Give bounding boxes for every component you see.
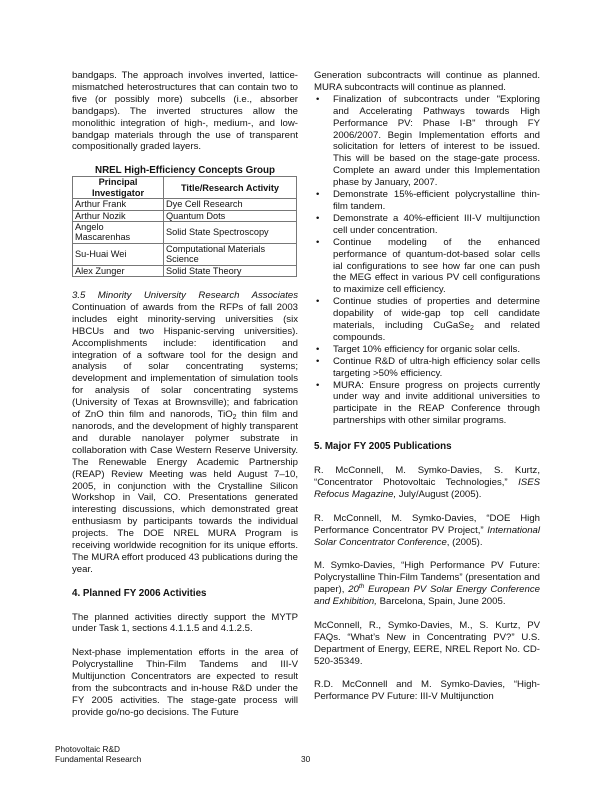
list-item [314, 189, 540, 213]
section-4-heading: 4. Planned FY 2006 Activities [72, 587, 207, 599]
list-item-text: MURA: Ensure progress on projects currently under way and invite additional universities to participate in the REAP Conference through partnerships with other similar programs. [333, 379, 540, 427]
list-item [314, 296, 540, 344]
list-item [314, 356, 540, 380]
bullet-icon: • [316, 236, 320, 248]
table-header-row [73, 177, 297, 199]
investigator-cell: Arthur Frank [73, 199, 164, 210]
pub-tail: Barcelona, Spain, June 2005. [376, 596, 506, 608]
list-item-text: Demonstrate a 40%-efficient III-V multijunction cell under concentration. [333, 212, 540, 236]
list-item-text: Continue R&D of ultra-high efficiency solar cells targeting >50% efficiency. [333, 355, 540, 379]
list-item-text: Demonstrate 15%-efficient polycrystalline thin-film tandem. [333, 189, 540, 212]
investigator-cell: Angelo Mascarenhas [73, 221, 164, 243]
section-3-5-body-cont: thin film and nanorods, and the development of highly transparent and durable nanolayer polymer substrate in collaboration with Case Western Reserve University. The Renewable Energy Academic Partnership (REAP) Review Meeting was held August 7–10, 2005, in conjunction with the Crystalline Silicon Workshop in Vail, CO. Presentations generated interesting discussions, which demonstrated great enthusiasm by participants towards the individual projects. The DOE NREL MURA Program is receiving worldwide recognition for its unique efforts. The MURA effort produced 43 publications during the year. [72, 409, 298, 575]
bullet-icon: • [316, 343, 320, 355]
list-item-text: Continue studies of properties and determine dopability of wide-gap top cell candidate materials, including CuGaSe [333, 296, 540, 332]
investigator-cell: Arthur Nozik [73, 210, 164, 221]
table-row [73, 221, 297, 243]
right-column [314, 70, 540, 703]
pub-tail: July/August (2005). [396, 488, 482, 500]
column-header: Title/Research Activity [164, 177, 297, 199]
table-row [73, 210, 297, 221]
table-title: NREL High-Efficiency Concepts Group [95, 165, 275, 177]
pub-venue-text: European PV Solar Energy Conference and Exhibition, [314, 584, 540, 608]
publication-entry: R.D. McConnell and M. Symko-Davies, “High-Performance PV Future: III-V Multijunction [314, 679, 540, 703]
list-item-text-cont: and related compounds. [333, 320, 540, 343]
activity-cell: Quantum Dots [164, 210, 297, 221]
footer-line-1: Photovoltaic R&D [55, 744, 121, 754]
list-item-text: Target 10% efficiency for organic solar cells. [333, 343, 520, 355]
section-5-heading: 5. Major FY 2005 Publications [314, 441, 452, 453]
publication-entry [314, 560, 540, 608]
continued-paragraph: Generation subcontracts will continue as planned. MURA subcontracts will continue as planned. [314, 70, 540, 93]
planned-activities-list [314, 94, 540, 427]
bullet-icon: • [316, 212, 320, 224]
bullet-icon: • [316, 93, 320, 105]
bullet-icon: • [316, 379, 320, 391]
bullet-icon: • [316, 189, 320, 201]
bullet-icon: • [316, 296, 320, 308]
section-4-para-2: Next-phase implementation efforts in the area of Polycrystalline Thin-Film Tandems and III-V Multijunction Concentrators are expected to result from the subcontracts and in-house R&D under the FY 2005 activities. The stage-gate process will provide go/no-go decisions. The Future [72, 647, 298, 718]
list-item-text: Finalization of subcontracts under "Exploring and Accelerating Pathways towards High Performance PV: Phase I-B" through FY 2006/2007. Begin Implementation efforts and solicitation for letters of interest to be issued. This will be based on the stage-gate process. Complete an award under this Implementation phase by January, 2007. [333, 93, 540, 189]
activity-cell: Computational Materials Science [164, 243, 297, 265]
footer-line-2: Fundamental Research [55, 754, 142, 764]
column-header: Principal Investigator [73, 177, 164, 199]
subscript: 2 [470, 325, 474, 333]
activity-cell: Dye Cell Research [164, 199, 297, 210]
list-item-text: Continue modeling of the enhanced performance of quantum-dot-based solar cells ial configurations to see how far one can push the MEG effect in various PV cell configurations to maximize cell efficiency. [333, 236, 540, 296]
activity-cell: Solid State Theory [164, 265, 297, 276]
table-row [73, 243, 297, 265]
investigators-table [72, 176, 297, 277]
pub-authors: R. McConnell, M. Symko-Davies, S. Kurtz, “Concentrator Photovoltaic Technologies,” [314, 465, 540, 488]
list-item [314, 94, 540, 189]
pub-authors: M. Symko-Davies, “High Performance PV Future: Polycrystalline Thin-Film Tandems” (presentation and paper), [314, 560, 540, 596]
section-3-5-heading: 3.5 Minority University Research Associates [72, 290, 298, 301]
investigator-cell: Alex Zunger [73, 265, 164, 276]
left-column [72, 70, 298, 719]
table-row [73, 265, 297, 276]
pub-authors: R. McConnell, M. Symko-Davies, “DOE High Performance Concentrator PV Project,” [314, 512, 540, 536]
pub-tail: , (2005). [446, 536, 483, 548]
list-item [314, 237, 540, 297]
pub-venue: International Solar Concentrator Conference [314, 524, 540, 548]
activity-cell: Solid State Spectroscopy [164, 221, 297, 243]
section-3-5-body: Continuation of awards from the RFPs of fall 2003 includes eight minority-serving universities (six HBCUs and two Hispanic-serving universities). Accomplishments include: identification and integration of a software tool for the design and analysis of solar concentrating systems; development and implementation of simulation tools for analysis of solar concentrating systems (University of Texas at Brownsville); and fabrication of ZnO thin film and nanorods, TiO [72, 301, 298, 421]
page-number: 30 [301, 754, 311, 764]
subscript: 2 [232, 414, 237, 422]
bullet-icon: • [316, 355, 320, 367]
publication-entry [314, 465, 540, 501]
page-footer [55, 744, 141, 764]
investigator-cell: Su-Huai Wei [73, 243, 164, 265]
pub-venue: ISES Refocus Magazine, [314, 476, 540, 500]
section-4-para-1: The planned activities directly support the MYTP under Task 1, sections 4.1.1.5 and 4.1.2.5. [72, 611, 298, 635]
superscript: th [358, 583, 365, 591]
table-row [73, 199, 297, 210]
list-item [314, 380, 540, 428]
intro-paragraph: bandgaps. The approach involves inverted, lattice-mismatched heterostructures that can contain two to five (or possibly more) subcells (i.e., absorber bandgaps). The inverted structures allow the monolithic integration of high-, medium-, and low-bandgap materials through the use of transparent compositionally graded layers. [72, 70, 298, 153]
publication-entry [314, 513, 540, 549]
list-item [314, 213, 540, 237]
publication-entry: McConnell, R., Symko-Davies, M., S. Kurtz, PV FAQs. “What’s New in Concentrating PV?” U.S. Department of Energy, EERE, NREL Report No. CD-520-35349. [314, 619, 540, 667]
section-3-5 [72, 290, 298, 576]
pub-venue-number: 20 [348, 584, 359, 596]
list-item [314, 344, 540, 356]
